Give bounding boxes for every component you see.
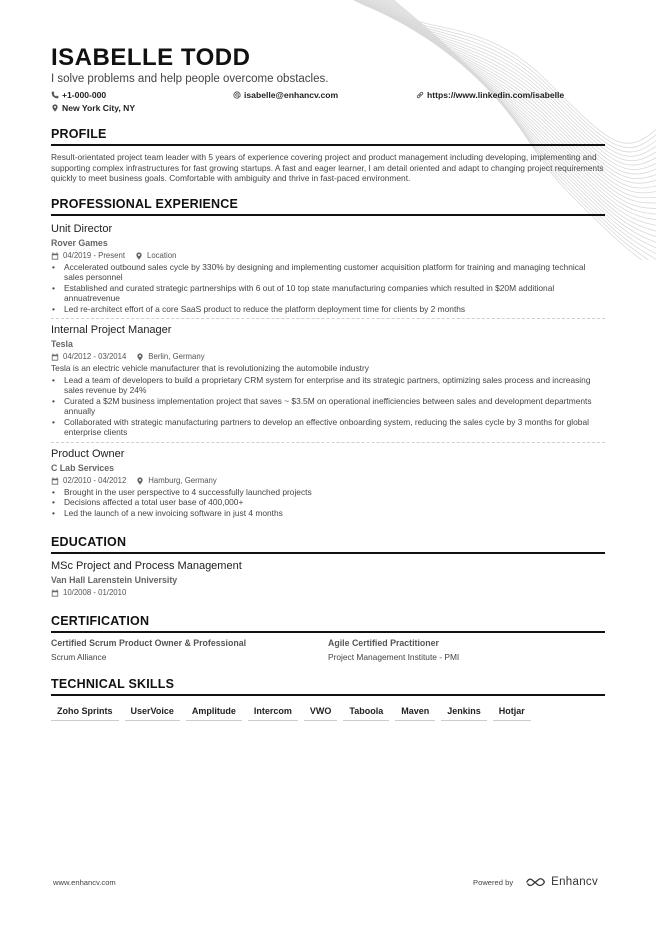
job-bullet: • Established and curated strategic partnerships with 6 out of 10 top state manufacturing companies which resulted in $20M additional annuatrevenue <box>51 283 605 304</box>
certification-section <box>51 614 605 663</box>
contact-linkedin[interactable] <box>416 90 564 100</box>
job-divider <box>51 318 605 319</box>
job-bullets <box>51 262 605 315</box>
education-entry <box>51 559 605 598</box>
job-location <box>136 352 204 362</box>
job-location-text: Location <box>146 250 177 260</box>
education-degree: MSc Project and Process Management <box>51 560 242 572</box>
job-company: C Lab Services <box>51 462 115 473</box>
certification-name: Certified Scrum Product Owner & Professional <box>51 638 247 648</box>
calendar-icon <box>51 353 59 361</box>
calendar-icon <box>51 252 59 260</box>
location-pin-icon <box>136 477 144 485</box>
job-bullet: • Accelerated outbound sales cycle by 330% by designing and implementing customer acquisition platform for training and managing technical sales personnel <box>51 262 605 283</box>
certification-item <box>328 638 605 663</box>
job-bullet: • Lead a team of developers to build a proprietary CRM system for enterprise and its strategic partners, optimizing sales process and increasing sales revenue by 24% <box>51 375 605 396</box>
footer-website-link[interactable]: www.enhancv.com <box>53 877 116 887</box>
skill-tag: Hotjar <box>493 703 531 721</box>
job-entry <box>51 447 605 519</box>
job-entry <box>51 222 605 320</box>
enhancv-brand[interactable] <box>525 876 598 888</box>
contact-phone[interactable] <box>51 90 233 100</box>
link-icon <box>416 91 424 99</box>
powered-by-label: Powered by <box>473 877 514 887</box>
job-meta <box>51 251 605 261</box>
candidate-name: ISABELLE TODD <box>51 44 251 71</box>
location-pin-icon <box>51 104 59 112</box>
job-location <box>135 251 176 261</box>
job-bullet: • Decisions affected a total user base of 400,000+ <box>51 497 605 508</box>
job-entry <box>51 323 605 443</box>
job-location <box>136 476 216 486</box>
page-footer <box>53 876 598 888</box>
skill-tag: Amplitude <box>186 703 242 721</box>
education-section <box>51 535 605 598</box>
certification-grid <box>51 638 605 663</box>
skill-tag: UserVoice <box>125 703 180 721</box>
skill-tag: Maven <box>395 703 435 721</box>
calendar-icon <box>51 589 59 597</box>
section-title-experience: PROFESSIONAL EXPERIENCE <box>51 197 605 216</box>
education-meta <box>51 588 605 598</box>
skill-tag: Intercom <box>248 703 298 721</box>
skills-section <box>51 677 605 721</box>
job-divider <box>51 442 605 443</box>
certification-item <box>51 638 328 663</box>
job-bullet: • Brought in the user perspective to 4 successfully launched projects <box>51 487 605 498</box>
job-company: Rover Games <box>51 237 108 248</box>
section-title-certification: CERTIFICATION <box>51 614 605 633</box>
job-description: Tesla is an electric vehicle manufacturer that is revolutionizing the automobile industry <box>51 363 369 373</box>
profile-text: Result-orientated project team leader with 5 years of experience covering project and product management including developing, implementing and supporting complex infrastructures for fast growing startups. A fast and eager learner, I am detail oriented and adapt to changing project requirements quickly to meet business goals. Comfortable with ambiguity and thrive in fast-paced environment. <box>51 152 604 183</box>
resume-content <box>51 44 605 721</box>
experience-section <box>51 197 605 519</box>
job-location-text: Hamburg, Germany <box>148 475 217 485</box>
certification-issuer: Scrum Alliance <box>51 652 107 662</box>
enhancv-brand-text: Enhancv <box>551 876 598 888</box>
at-icon <box>233 91 241 99</box>
education-school: Van Hall Larenstein University <box>51 575 178 585</box>
job-location-text: Berlin, Germany <box>148 352 205 361</box>
linkedin-text: https://www.linkedin.com/isabelle <box>427 89 565 100</box>
job-meta <box>51 476 605 486</box>
skill-tag: Jenkins <box>441 703 487 721</box>
resume-header <box>51 44 605 113</box>
job-bullet: • Curated a $2M business implementation project that saves ~ $3.5M on operational inefficiencies between sales and development departments annually <box>51 396 605 417</box>
job-meta <box>51 352 605 362</box>
location-pin-icon <box>135 252 143 260</box>
job-title: Product Owner <box>51 447 125 460</box>
skills-list <box>51 703 605 721</box>
email-text: isabelle@enhancv.com <box>244 89 339 100</box>
profile-section <box>51 127 605 184</box>
job-bullet: • Led the launch of a new invoicing software in just 4 months <box>51 508 605 519</box>
job-company: Tesla <box>51 339 73 349</box>
location-text: New York City, NY <box>62 102 136 113</box>
skill-tag: VWO <box>304 703 338 721</box>
job-bullets <box>51 375 605 438</box>
certification-name: Agile Certified Practitioner <box>328 638 439 648</box>
location-pin-icon <box>136 353 144 361</box>
job-dates: 02/2010 - 04/2012 <box>63 475 127 485</box>
section-title-profile: PROFILE <box>51 127 605 146</box>
skill-tag: Taboola <box>343 703 389 721</box>
skill-tag: Zoho Sprints <box>51 703 119 721</box>
section-title-education: EDUCATION <box>51 535 605 554</box>
phone-icon <box>51 91 59 99</box>
job-title: Internal Project Manager <box>51 324 172 336</box>
job-bullets <box>51 487 605 519</box>
phone-text: +1-000-000 <box>62 89 107 100</box>
certification-issuer: Project Management Institute - PMI <box>328 652 460 662</box>
contact-email[interactable] <box>233 90 416 100</box>
section-title-skills: TECHNICAL SKILLS <box>51 677 605 696</box>
contact-location <box>51 103 135 113</box>
contact-row <box>51 89 605 100</box>
calendar-icon <box>51 477 59 485</box>
job-title: Unit Director <box>51 222 113 235</box>
job-dates: 04/2019 - Present <box>63 250 125 260</box>
contact-row-location <box>51 102 605 113</box>
job-dates: 04/2012 - 03/2014 <box>63 352 127 361</box>
enhancv-logo-icon <box>525 876 547 888</box>
education-dates: 10/2008 - 01/2010 <box>63 588 127 597</box>
footer-powered-by <box>473 876 598 888</box>
candidate-tagline: I solve problems and help people overcome obstacles. <box>51 73 329 85</box>
job-bullet: • Led re-architect effort of a core SaaS product to reduce the platform deployment time for clients by 2 months <box>51 304 605 315</box>
job-bullet: • Collaborated with strategic manufacturing partners to develop an effective onboarding system, reducing the sales cycle by 3 months for global enterprise clients <box>51 417 605 438</box>
